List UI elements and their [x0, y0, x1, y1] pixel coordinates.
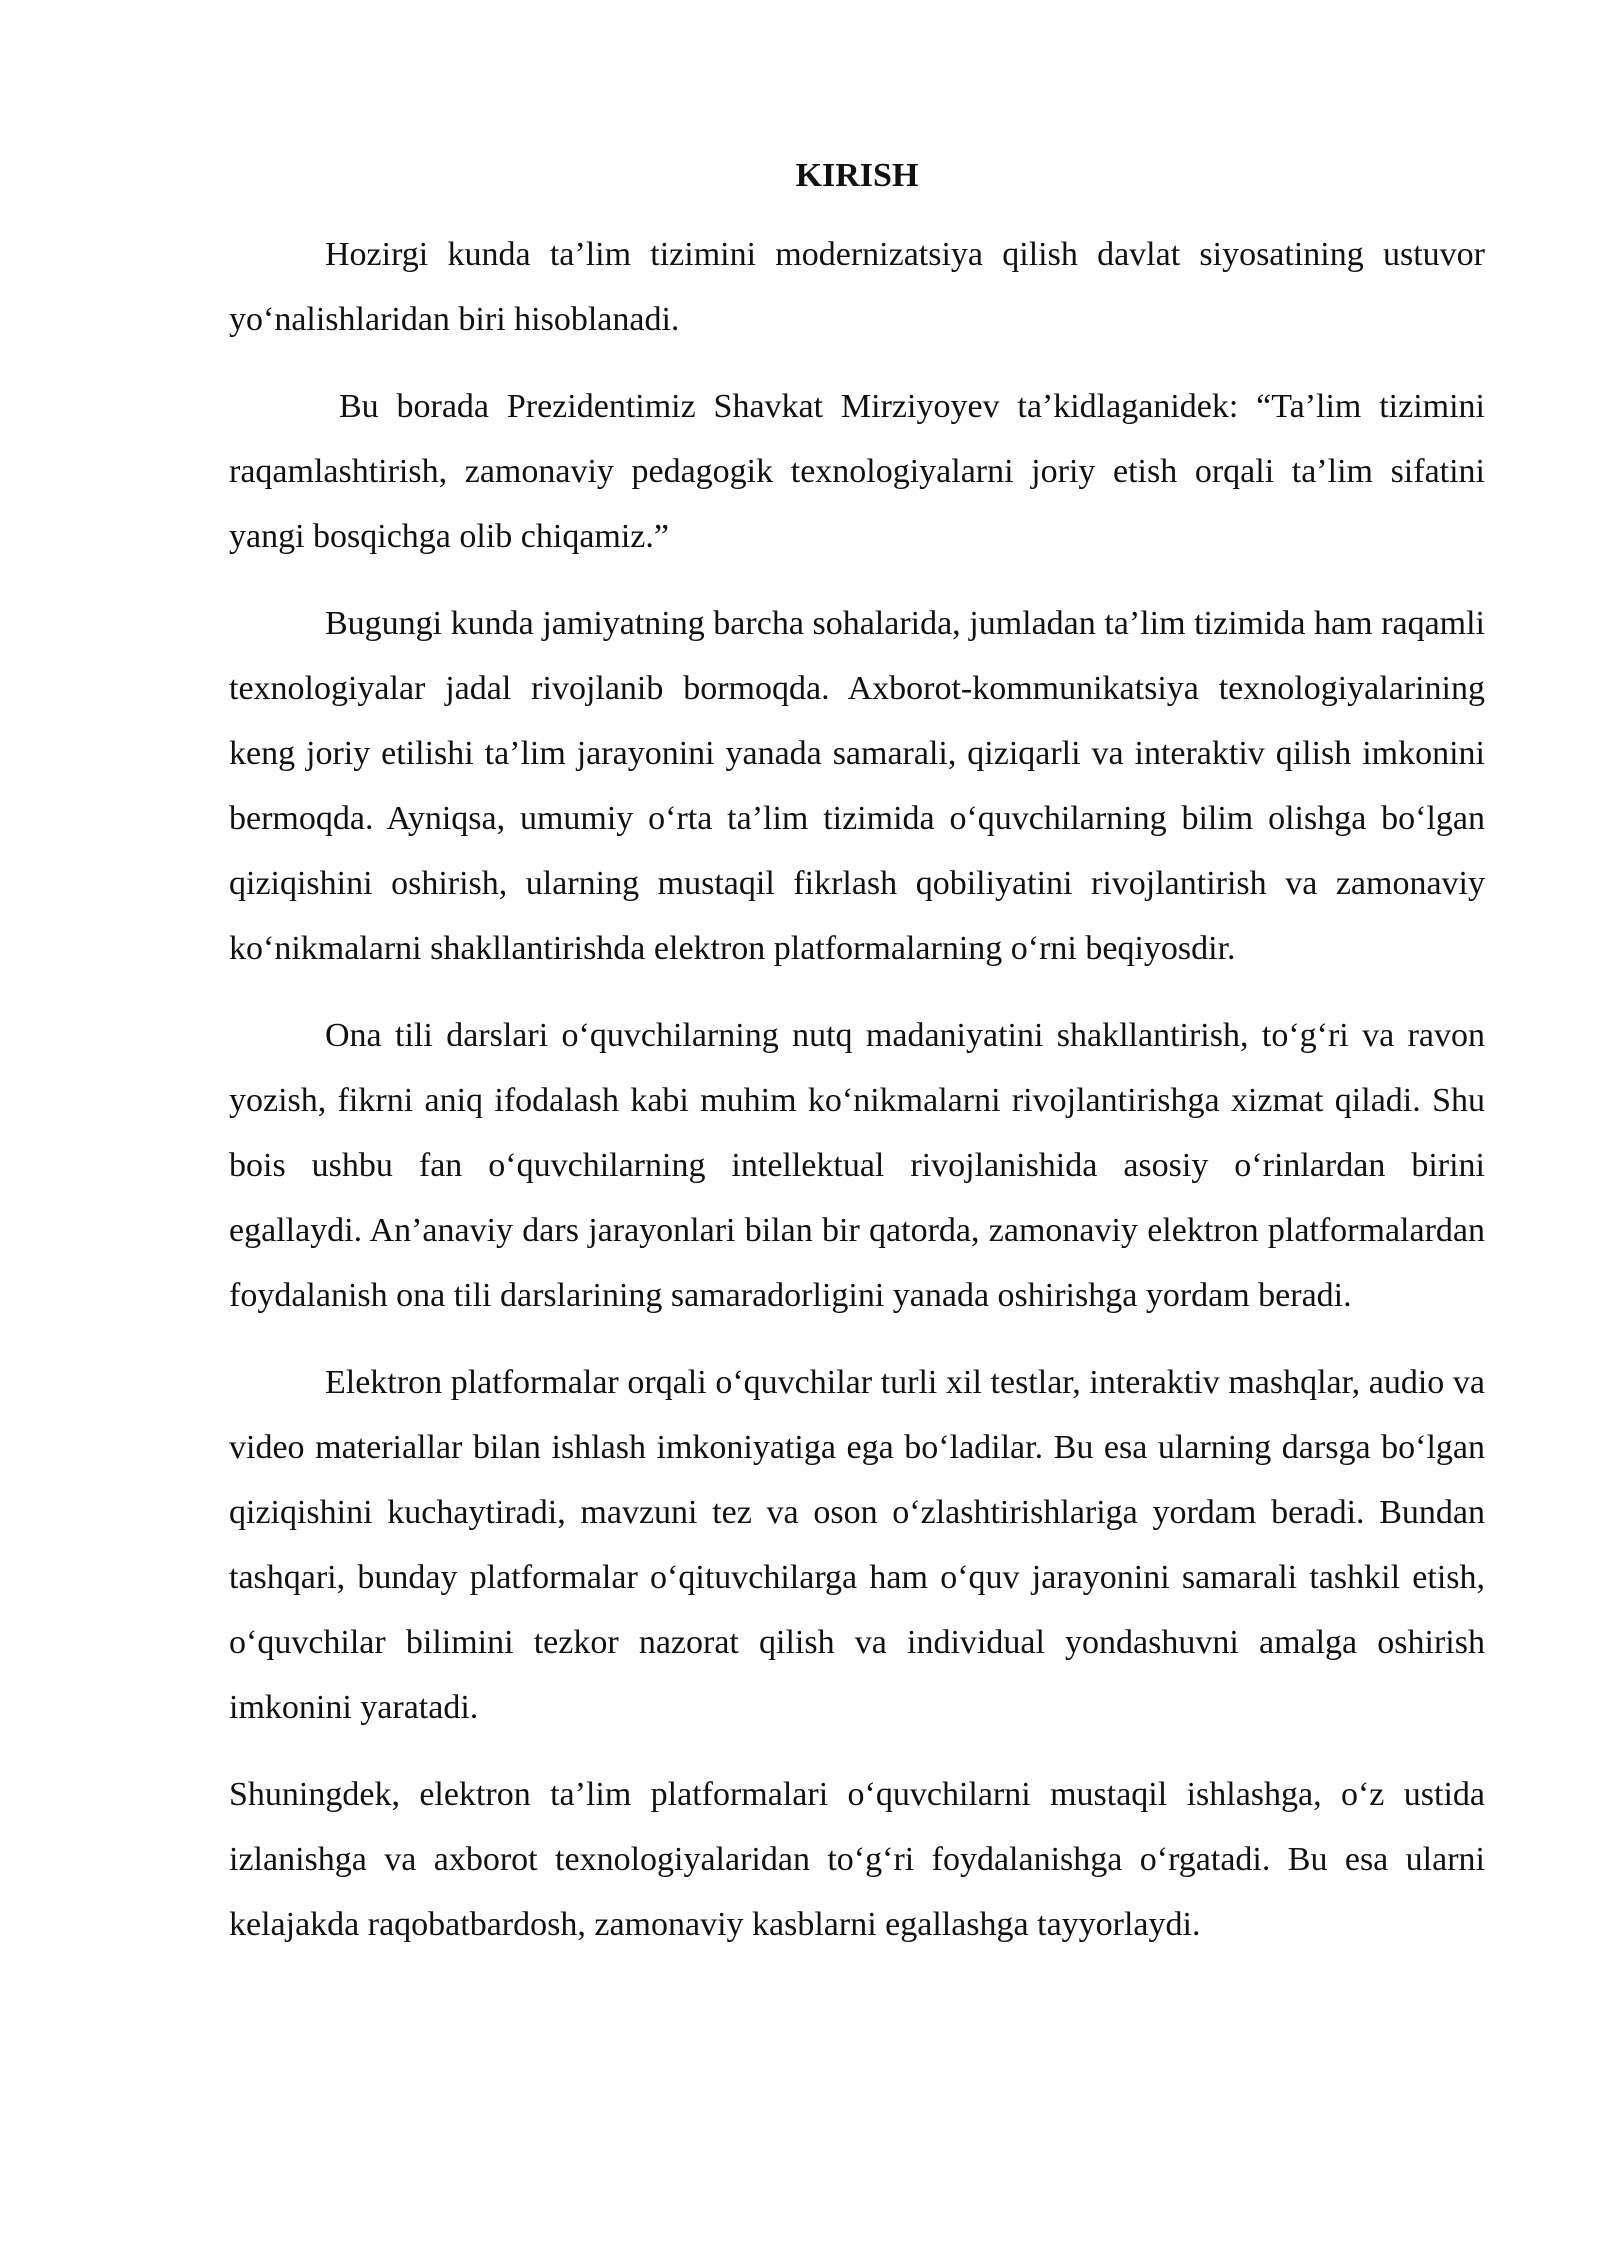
paragraph-electronic-platforms: Elektron platformalar orqali o‘quvchilar turli xil testlar, interaktiv mashqlar, audio va video materiallar bilan ishlash imkoniyatiga ega bo‘ladilar. Bu esa ularning darsga bo‘lgan qiziqishini kuchaytiradi, mavzuni tez va oson o‘zlashtirishlariga yordam beradi. Bundan tashqari, bunday platformalar o‘qituvchilarga ham o‘quv jarayonini samarali tashkil etish, o‘quvchilar bilimini tezkor nazorat qilish va individual yondashuvni amalga oshirish imkonini yaratadi. [229, 1364, 1485, 1726]
paragraph-digital-technologies: Bugungi kunda jamiyatning barcha sohalarida, jumladan ta’lim tizimida ham raqamli texnologiyalar jadal rivojlanib bormoqda. Axborot-kommunikatsiya texnologiyalarining keng joriy etilishi ta’lim jarayonini yanada samarali, qiziqarli va interaktiv qilish imkonini bermoqda. Ayniqsa, umumiy o‘rta ta’lim tizimida o‘quvchilarning bilim olishga bo‘lgan qiziqishini oshirish, ularning mustaqil fikrlash qobiliyatini rivojlantirish va zamonaviy ko‘nikmalarni shakllantirishda elektron platformalarning o‘rni beqiyosdir. [229, 605, 1485, 967]
paragraph-president-quote: Bu borada Prezidentimiz Shavkat Mirziyoyev ta’kidlaganidek: “Ta’lim tizimini raqamlashtirish, zamonaviy pedagogik texnologiyalarni joriy etish orqali ta’lim sifatini yangi bosqichga olib chiqamiz.” [229, 388, 1485, 555]
paragraph-intro: Hozirgi kunda ta’lim tizimini modernizatsiya qilish davlat siyosatining ustuvor yo‘nalishlaridan biri hisoblanadi. [229, 236, 1485, 338]
paragraph-native-language-lessons: Ona tili darslari o‘quvchilarning nutq madaniyatini shakllantirish, to‘g‘ri va ravon yozish, fikrni aniq ifodalash kabi muhim ko‘nikmalarni rivojlantirishga xizmat qiladi. Shu bois ushbu fan o‘quvchilarning intellektual rivojlanishida asosiy o‘rinlardan birini egallaydi. An’anaviy dars jarayonlari bilan bir qatorda, zamonaviy elektron platformalardan foydalanish ona tili darslarining samaradorligini yanada oshirishga yordam beradi. [229, 1017, 1485, 1314]
paragraph-conclusion: Shuningdek, elektron ta’lim platformalari o‘quvchilarni mustaqil ishlashga, o‘z ustida izlanishga va axborot texnologiyalaridan to‘g‘ri foydalanishga o‘rgatadi. Bu esa ularni kelajakda raqobatbardosh, zamonaviy kasblarni egallashga tayyorlaydi. [229, 1776, 1485, 1943]
document-body [229, 148, 1485, 1979]
section-title: KIRISH [795, 157, 919, 194]
